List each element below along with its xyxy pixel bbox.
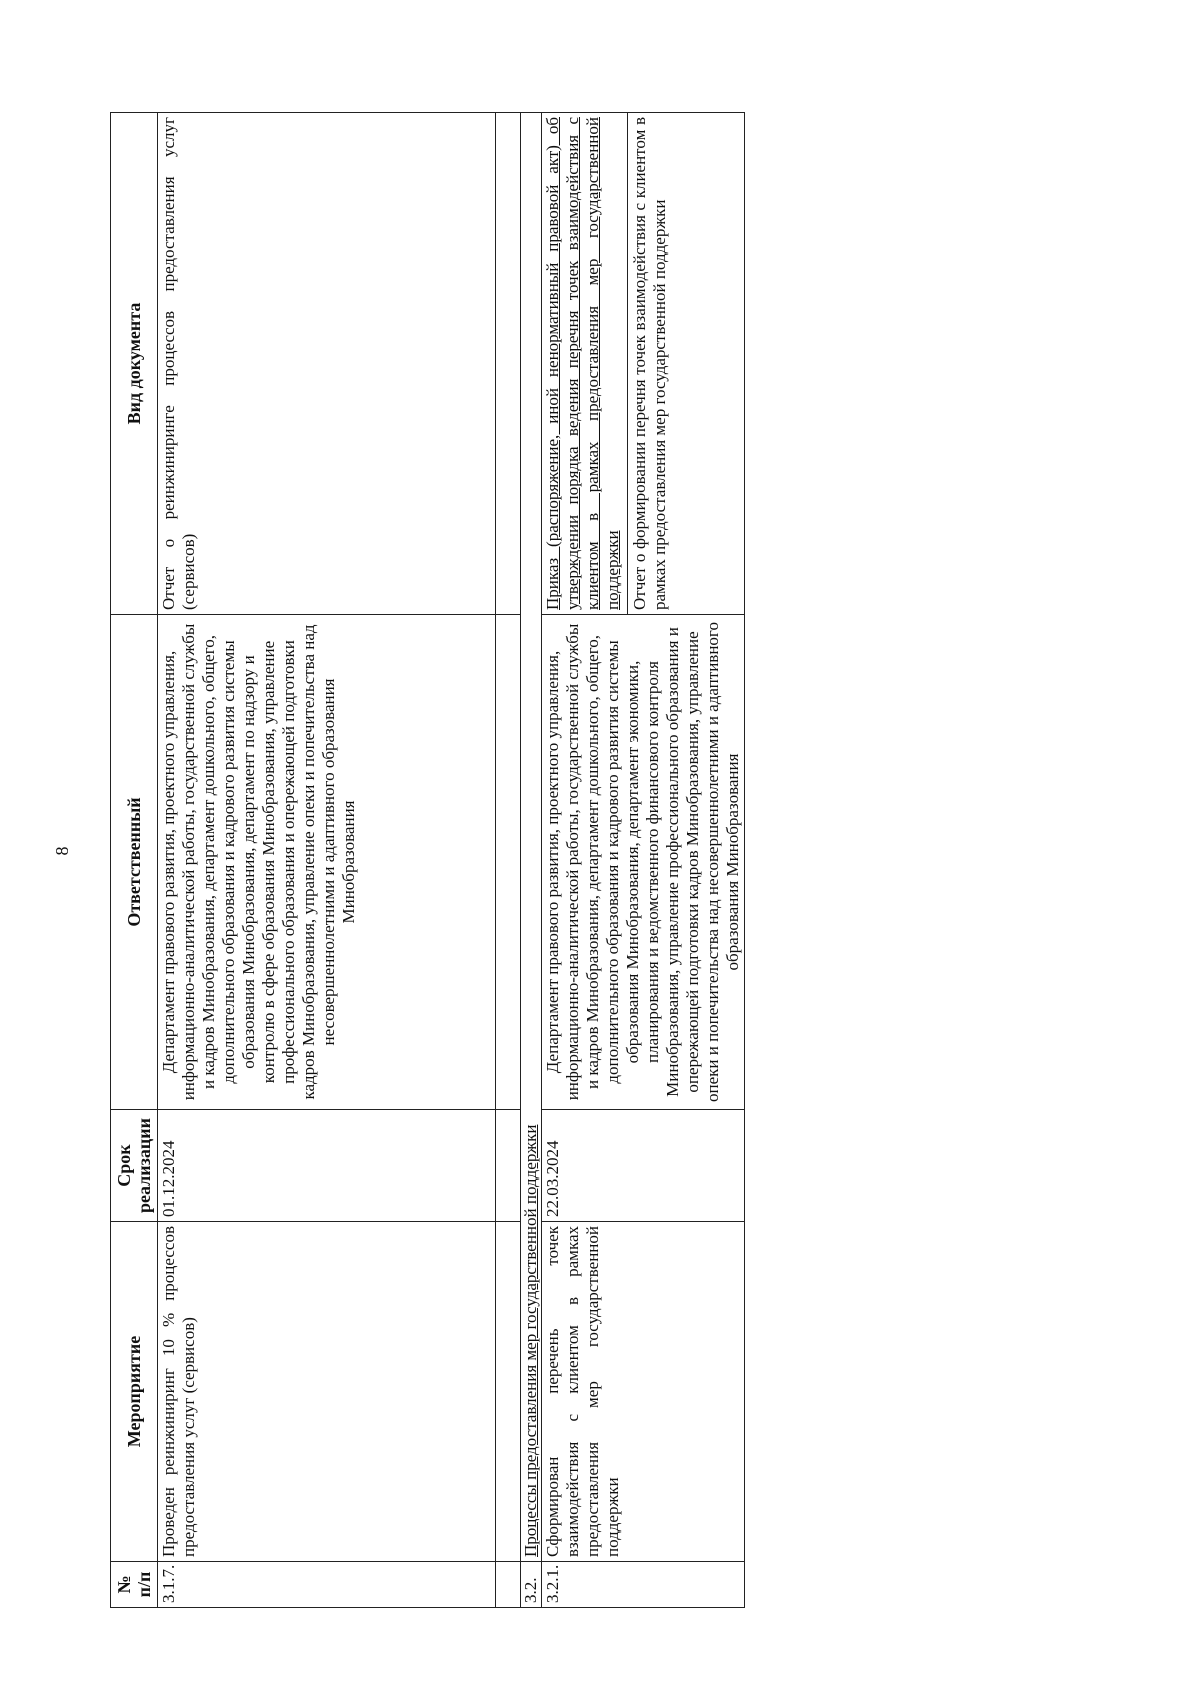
table-header-row	[111, 113, 158, 1608]
row-activity: Сформирован перечень точек взаимодействия с клиентом в рамках предоставления мер государственной поддержки	[542, 1222, 745, 1562]
document-report: Отчет о формировании перечня точек взаимодействия с клиентом в рамках предоставления мер государственной поддержки	[630, 117, 669, 610]
header-document: Вид документа	[111, 113, 158, 615]
rotated-table-container	[110, 113, 954, 1608]
spacer-cell	[496, 113, 521, 615]
spacer-cell	[496, 615, 521, 1110]
spacer-cell	[496, 1562, 521, 1608]
row-responsible: Департамент правового развития, проектного управления, информационно-аналитической работы, государственной службы и кадров Минобразования, департамент дошкольного, общего, дополнительного образования и кадрового развития системы образования Минобразования, департамент экономики, планирования и ведомственного финансового контроля Минобразования, управление профессионального образования и опережающей подготовки кадров Минобразования, управление опеки и попечительства над несовершеннолетними и адаптивного образования Минобразования	[542, 615, 745, 1110]
row-document	[542, 113, 745, 615]
section-num: 3.2.	[521, 1562, 542, 1608]
section-row	[521, 113, 542, 1608]
header-responsible: Ответственный	[111, 615, 158, 1110]
table-row	[542, 113, 745, 1608]
activities-table	[110, 112, 745, 1608]
header-activity: Мероприятие	[111, 1222, 158, 1562]
header-num: № п/п	[111, 1562, 158, 1608]
section-title-text: Процессы предоставления мер государственной поддержки	[521, 1124, 540, 1557]
row-document: Отчет о реинжиниринге процессов предоставления услуг (сервисов)	[158, 113, 496, 615]
row-num: 3.1.7.	[158, 1562, 496, 1608]
row-term: 01.12.2024	[158, 1110, 496, 1222]
spacer-cell	[496, 1222, 521, 1562]
page-number: 8	[52, 846, 72, 856]
row-responsible: Департамент правового развития, проектного управления, информационно-аналитической работы, государственной службы и кадров Минобразования, департамент дошкольного, общего, дополнительного образования и кадрового развития системы образования Минобразования, департамент по надзору и контролю в сфере образования Минобразования, управление профессионального образования и опережающей подготовки кадров Минобразования, управление опеки и попечительства над несовершеннолетними и адаптивного образования Минобразования	[158, 615, 496, 1110]
spacer-cell	[496, 1110, 521, 1222]
document-order: Приказ (распоряжение, иной ненормативный правовой акт) об утверждении порядка ведения перечня точек взаимодействия с клиентом в рамках предоставления мер государственной поддержки	[543, 113, 628, 614]
section-title	[521, 113, 542, 1562]
table-row	[158, 113, 496, 1608]
row-num: 3.2.1.	[542, 1562, 745, 1608]
table-row-spacer	[496, 113, 521, 1608]
row-term: 22.03.2024	[542, 1110, 745, 1222]
row-activity: Проведен реинжиниринг 10 % процессов предоставления услуг (сервисов)	[158, 1222, 496, 1562]
header-term: Срок реализации	[111, 1110, 158, 1222]
